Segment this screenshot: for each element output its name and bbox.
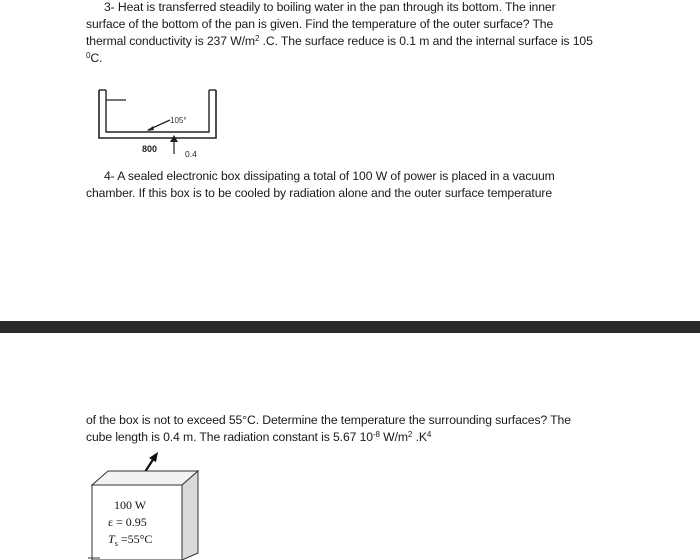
page-divider: [0, 321, 700, 333]
q3-line-1: 3- Heat is transferred steadily to boiling water in the pan through its bottom. The inner: [104, 0, 556, 14]
flux-label: 800: [142, 144, 158, 154]
q3-line-2: surface of the bottom of the pan is given. Find the temperature of the outer surface? The: [86, 17, 554, 31]
pan-outer-wall: [99, 90, 216, 138]
emissivity-label: ε = 0.95: [108, 515, 147, 529]
thickness-label: 0.4: [185, 149, 197, 159]
q4-cont-line-2: cube length is 0.4 m. The radiation constant is 5.67 $10^{-8}$ $W/m^2$ $.K^4$: [86, 430, 432, 444]
q4-line-1: 4- A sealed electronic box dissipating a total of 100 W of power is placed in a vacuum: [104, 169, 555, 183]
temp-label: 105°: [170, 116, 187, 125]
box-top-face: [92, 471, 198, 485]
power-label: 100 W: [114, 498, 147, 512]
question-4-continued-text: [86, 412, 646, 446]
box-side-face: [182, 471, 198, 560]
surface-temp-label: $T_s =55^\circ C$: [108, 532, 153, 548]
pan-figure: [90, 82, 230, 162]
q4-line-2: chamber. If this box is to be cooled by radiation alone and the outer surface temperature: [86, 186, 553, 200]
q3-line-3: thermal conductivity is 237 $W/m^2$ .C. The surface reduce is 0.1 m and the internal surface is 105: [86, 34, 593, 48]
q4-cont-line-1: of the box is not to exceed 55°C. Determine the temperature the surrounding surfaces? The: [86, 413, 571, 427]
question-3-text: [86, 0, 646, 67]
question-4-text: [86, 168, 646, 202]
question-4-continuation-panel: [0, 333, 700, 560]
electronic-box-figure: [88, 443, 238, 560]
q3-line-4: $^0$C.: [86, 51, 103, 65]
